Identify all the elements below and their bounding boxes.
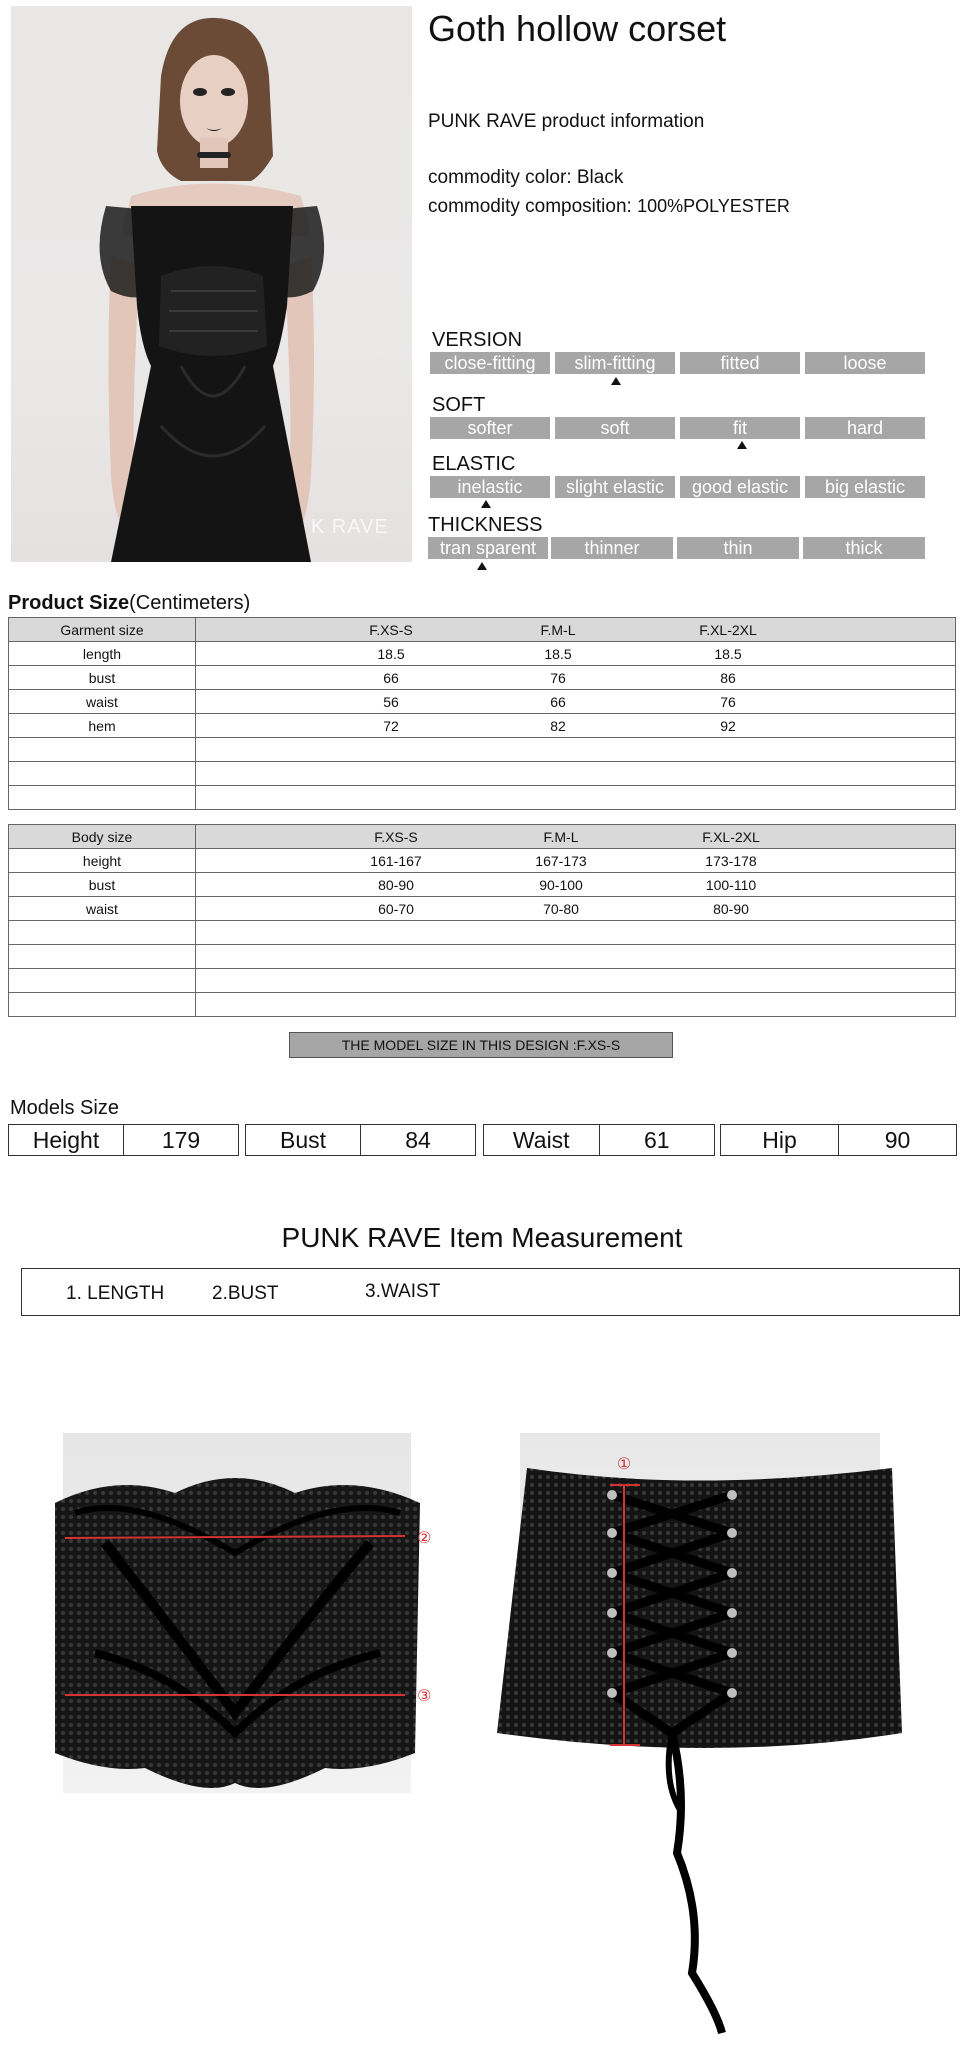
models-size-heading: Models Size <box>10 1097 119 1119</box>
model-stat-value: 84 <box>405 1127 431 1153</box>
column-header: F.XS-S <box>369 622 413 638</box>
cell-value: 90-100 <box>539 877 583 893</box>
cell-value: 86 <box>720 670 736 686</box>
garment-size-grid <box>8 617 956 810</box>
elastic-option: slight elastic <box>555 476 675 498</box>
cell-value: 100-110 <box>705 877 757 893</box>
product-size-heading <box>8 592 250 615</box>
commodity-color <box>428 167 623 189</box>
soft-option: soft <box>555 417 675 439</box>
table-row <box>9 945 956 969</box>
table-row <box>9 690 956 714</box>
column-header: F.XL-2XL <box>702 829 760 845</box>
cell-value: 80-90 <box>378 877 414 893</box>
version-label: VERSION <box>432 329 523 351</box>
column-header: F.XS-S <box>374 829 418 845</box>
table-row <box>9 618 956 642</box>
measure-marker-2: ② <box>417 1528 432 1547</box>
model-stat-key: Height <box>9 1125 124 1155</box>
column-header: F.XL-2XL <box>699 622 757 638</box>
corset-back-illustration <box>472 1433 952 2043</box>
table-row <box>9 921 956 945</box>
cell-value: 18.5 <box>714 646 742 662</box>
model-stat-bust <box>245 1124 476 1156</box>
model-stat-key: Bust <box>246 1125 361 1155</box>
product-title: Goth hollow corset <box>428 8 727 49</box>
body-size-grid <box>8 824 956 1017</box>
row-label: waist <box>9 897 196 921</box>
elastic-option: big elastic <box>805 476 925 498</box>
row-label: hem <box>9 714 196 738</box>
elastic-option: good elastic <box>680 476 800 498</box>
model-stat-key: Hip <box>721 1125 839 1155</box>
cell-value: 76 <box>550 670 566 686</box>
model-size-note: THE MODEL SIZE IN THIS DESIGN :F.XS-S <box>289 1032 673 1058</box>
table-row <box>9 969 956 993</box>
model-photo <box>11 6 412 562</box>
row-label: height <box>9 849 196 873</box>
table-row <box>9 993 956 1017</box>
cell-value: 76 <box>720 694 736 710</box>
cell-value: 18.5 <box>544 646 572 662</box>
row-label: bust <box>9 666 196 690</box>
thickness-option: thick <box>803 537 925 559</box>
commodity-color-label: commodity color: <box>428 167 577 188</box>
corset-front-illustration <box>35 1433 438 1793</box>
model-stat-height <box>8 1124 239 1156</box>
model-stat-waist <box>483 1124 715 1156</box>
cell-value: 82 <box>550 718 566 734</box>
thickness-option: tran sparent <box>428 537 548 559</box>
table-row <box>9 897 956 921</box>
cell-value: 161-167 <box>370 853 422 869</box>
corset-back-photo <box>472 1433 952 2043</box>
column-header: F.M-L <box>543 829 579 845</box>
cell-value: 167-173 <box>535 853 587 869</box>
cell-value: 18.5 <box>377 646 405 662</box>
soft-label: SOFT <box>432 394 486 416</box>
measurement-item: 2.BUST <box>212 1283 279 1304</box>
model-illustration <box>11 6 412 562</box>
commodity-composition <box>428 196 790 218</box>
measure-marker-1: ① <box>616 1454 632 1473</box>
row-label: Body size <box>9 825 196 849</box>
elastic-label: ELASTIC <box>432 453 516 475</box>
cell-value: 80-90 <box>713 901 749 917</box>
garment-size-rows <box>8 617 956 810</box>
watermark-text: K RAVE <box>311 516 389 538</box>
row-label: bust <box>9 873 196 897</box>
soft-option: softer <box>430 417 550 439</box>
row-label: length <box>9 642 196 666</box>
cell-value: 60-70 <box>378 901 414 917</box>
column-header: F.M-L <box>540 622 576 638</box>
commodity-composition-label: commodity composition: <box>428 196 638 217</box>
measure-marker-3: ③ <box>417 1686 432 1705</box>
version-option: slim-fitting <box>555 352 675 374</box>
cell-value: 56 <box>383 694 399 710</box>
table-row <box>9 642 956 666</box>
table-row <box>9 762 956 786</box>
thickness-selected-marker-icon <box>477 562 487 570</box>
measurement-legend <box>21 1268 960 1316</box>
cell-value: 66 <box>550 694 566 710</box>
commodity-color-value: Black <box>576 167 624 188</box>
product-size-title: Product Size <box>8 592 130 614</box>
soft-selected-marker-icon <box>737 441 747 449</box>
table-row <box>9 825 956 849</box>
cell-value: 72 <box>383 718 399 734</box>
model-stat-hip <box>720 1124 957 1156</box>
row-label: Garment size <box>9 618 196 642</box>
version-option: loose <box>805 352 925 374</box>
product-size-unit: (Centimeters) <box>129 592 251 614</box>
measurement-item: 3.WAIST <box>365 1281 441 1302</box>
table-row <box>9 873 956 897</box>
soft-option: fit <box>680 417 800 439</box>
body-size-table <box>8 824 956 1017</box>
version-option: fitted <box>680 352 800 374</box>
thickness-option: thinner <box>551 537 673 559</box>
table-row <box>9 786 956 810</box>
version-option: close-fitting <box>430 352 550 374</box>
cell-value: 66 <box>383 670 399 686</box>
model-stat-key: Waist <box>484 1125 600 1155</box>
cell-value: 173-178 <box>705 853 757 869</box>
thickness-option: thin <box>677 537 799 559</box>
commodity-composition-value: 100%POLYESTER <box>637 196 790 216</box>
product-info-heading: PUNK RAVE product information <box>428 111 705 132</box>
corset-front-photo <box>35 1433 438 1793</box>
model-stat-value: 90 <box>884 1127 911 1153</box>
measurement-item: 1. LENGTH <box>66 1283 165 1304</box>
model-stat-value: 61 <box>643 1127 670 1153</box>
model-stat-value: 179 <box>161 1127 201 1153</box>
elastic-selected-marker-icon <box>481 500 491 508</box>
table-row <box>9 666 956 690</box>
elastic-option: inelastic <box>430 476 550 498</box>
table-row <box>9 738 956 762</box>
measurement-title: PUNK RAVE Item Measurement <box>281 1222 683 1253</box>
cell-value: 92 <box>720 718 736 734</box>
version-selected-marker-icon <box>611 377 621 385</box>
cell-value: 70-80 <box>543 901 579 917</box>
table-row <box>9 849 956 873</box>
table-row <box>9 714 956 738</box>
row-label: waist <box>9 690 196 714</box>
thickness-label: THICKNESS <box>428 514 543 536</box>
soft-option: hard <box>805 417 925 439</box>
